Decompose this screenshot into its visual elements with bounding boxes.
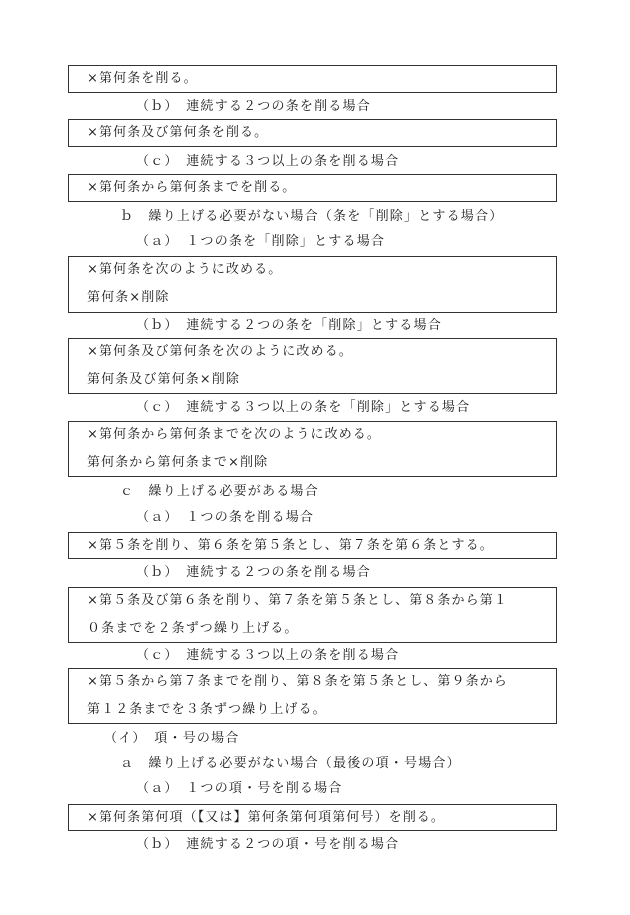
example-text-line: ０条までを２条ずつ繰り上げる。: [87, 621, 299, 636]
section-heading: （ｂ） 連続する２つの条を削る場合: [136, 99, 371, 114]
example-box: [68, 119, 557, 147]
example-text-line: 第何条及び第何条×削除: [87, 372, 240, 387]
section-heading: （ａ） １つの条を「削除」とする場合: [136, 234, 386, 249]
example-box: [68, 174, 557, 202]
section-heading: （ａ） １つの項・号を削る場合: [136, 781, 343, 796]
example-text-line: ×第５条及び第６条を削り、第７条を第５条とし、第８条から第１: [87, 593, 508, 608]
example-text-line: 第何条×削除: [87, 290, 170, 305]
section-heading: （ｂ） 連続する２つの条を「削除」とする場合: [136, 318, 442, 333]
example-box: [68, 532, 557, 559]
example-text-line: 第１２条までを３条ずつ繰り上げる。: [87, 702, 327, 717]
example-text-line: 第何条から第何条まで×削除: [87, 455, 269, 470]
example-box: [68, 421, 557, 477]
section-heading: （ａ） １つの条を削る場合: [136, 510, 315, 525]
example-box: [68, 668, 557, 724]
section-heading: ｃ 繰り上げる必要がある場合: [120, 484, 319, 499]
example-text-line: ×第何条から第何条までを削る。: [87, 180, 297, 195]
section-heading: （ｃ） 連続する３つ以上の条を削る場合: [136, 154, 400, 169]
example-text-line: ×第何条及び第何条を削る。: [87, 125, 269, 140]
example-text-line: ×第何条及び第何条を次のように改める。: [87, 344, 353, 359]
section-heading: （ｃ） 連続する３つ以上の条を削る場合: [136, 648, 400, 663]
example-text-line: ×第何条を削る。: [87, 71, 198, 86]
example-box: [68, 338, 557, 394]
example-text-line: ×第５条から第７条までを削り、第８条を第５条とし、第９条から: [87, 674, 508, 689]
example-box: [68, 587, 557, 643]
example-text-line: ×第何条から第何条までを次のように改める。: [87, 427, 381, 442]
section-heading: ｂ 繰り上げる必要がない場合（条を「削除」とする場合）: [120, 209, 504, 224]
example-box: [68, 256, 557, 313]
section-heading: （ｂ） 連続する２つの項・号を削る場合: [136, 837, 400, 852]
section-heading: （ｂ） 連続する２つの条を削る場合: [136, 565, 371, 580]
example-text-line: ×第何条を次のように改める。: [87, 262, 283, 277]
example-box: [68, 65, 557, 93]
example-box: [68, 804, 557, 831]
section-heading: （ｃ） 連続する３つ以上の条を「削除」とする場合: [136, 400, 471, 415]
example-text-line: ×第何条第何項（【又は】第何条第何項第何号）を削る。: [87, 810, 445, 825]
section-heading: （イ） 項・号の場合: [104, 731, 240, 746]
example-text-line: ×第５条を削り、第６条を第５条とし、第７条を第６条とする。: [87, 538, 494, 553]
section-heading: ａ 繰り上げる必要がない場合（最後の項・号場合）: [120, 756, 461, 771]
